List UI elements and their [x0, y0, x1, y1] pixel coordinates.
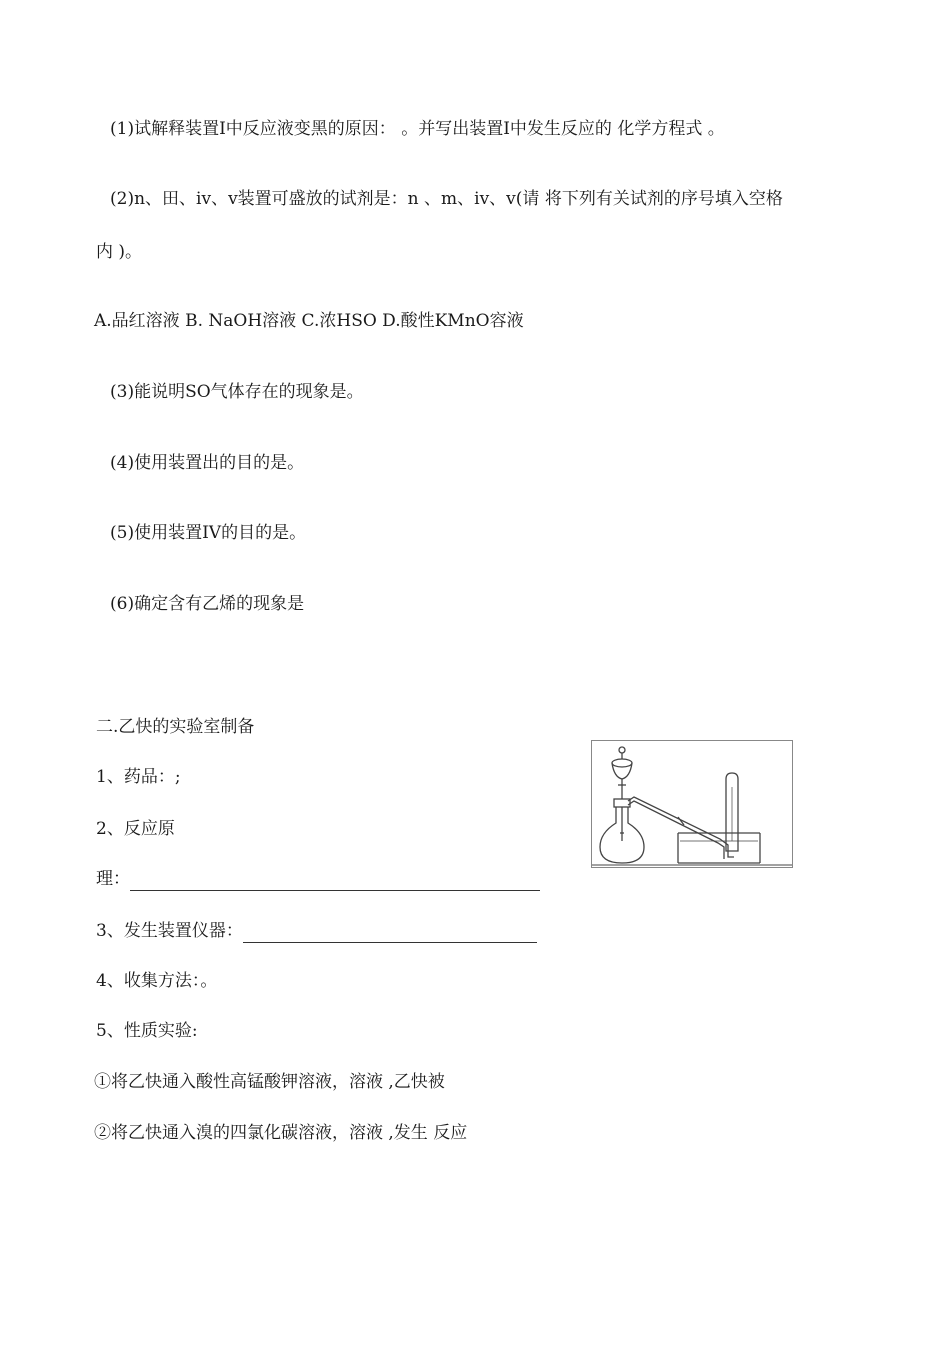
- section-2-heading: 二.乙快的实验室制备: [96, 717, 255, 737]
- reagent-options: A.品红溶液 B. NaOH溶液 C.浓HSO D.酸性KMnO容液: [94, 311, 524, 331]
- question-5: (5)使用装置IV的目的是。: [110, 523, 307, 543]
- item-3-label: 3、发生装置仪器：: [96, 921, 243, 941]
- apparatus-drawing: [592, 741, 792, 867]
- experiment-1: ①将乙快通入酸性高锰酸钾溶液，溶液 ,乙快被: [94, 1072, 445, 1092]
- item-2-principle-line-1: 2、反应原: [96, 819, 175, 839]
- apparatus-answer-blank[interactable]: [243, 924, 537, 943]
- question-6: (6)确定含有乙烯的现象是: [110, 594, 305, 614]
- principle-answer-blank[interactable]: [130, 872, 540, 891]
- question-1: (1)试解释装置Ⅰ中反应液变黑的原因： 。并写出装置Ⅰ中发生反应的 化学方程式 。: [110, 119, 725, 139]
- item-1-reagents: 1、药品：;: [96, 767, 181, 787]
- item-2-principle-line-2: [96, 867, 540, 891]
- item-4-collection: 4、收集方法：。: [96, 971, 218, 991]
- question-4: (4)使用装置出的目的是。: [110, 453, 305, 473]
- item-3-apparatus: [96, 919, 537, 943]
- question-3: (3)能说明SO气体存在的现象是。: [110, 382, 364, 402]
- item-5-properties: 5、性质实验:: [96, 1021, 198, 1041]
- question-2-line-1: (2)n、田、iv、v装置可盛放的试剂是：n 、m、iv、v(请 将下列有关试剂的序号填入空格: [110, 189, 783, 209]
- item-2-label: 理：: [96, 869, 130, 889]
- experiment-2: ②将乙快通入溴的四氯化碳溶液，溶液 ,发生 反应: [94, 1123, 468, 1143]
- question-2-line-2: 内 )。: [96, 242, 143, 262]
- acetylene-apparatus-figure: [591, 740, 793, 868]
